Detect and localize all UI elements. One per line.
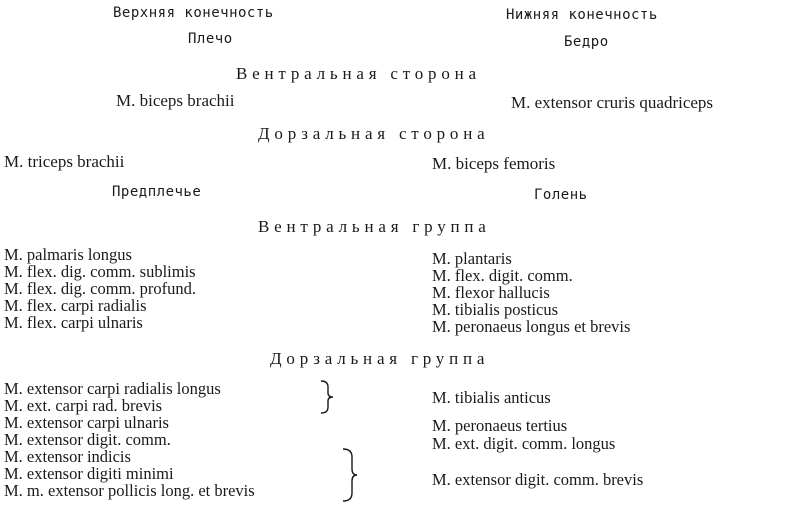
dorsal-side-heading: Дорзальная сторона (258, 124, 490, 143)
dorsal-group-heading: Дорзальная группа (270, 349, 490, 368)
list-item: M. extensor carpi ulnaris (4, 413, 169, 432)
list-item: M. flexor hallucis (432, 283, 550, 302)
list-item: M. peronaeus longus et brevis (432, 317, 631, 336)
list-item: M. extensor indicis (4, 447, 131, 466)
list-item: M. extensor digit. comm. brevis (432, 470, 644, 489)
list-item: M. ext. digit. comm. longus (432, 434, 616, 453)
list-item: M. extensor digiti minimi (4, 464, 174, 483)
list-item: M. extensor carpi radialis longus (4, 379, 221, 398)
shoulder-dorsal-muscle: M. triceps brachii (4, 152, 125, 171)
ventral-group-heading: Вентральная группа (258, 217, 491, 236)
brace-group-1-icon (318, 379, 336, 415)
shoulder-title: Плечо (188, 31, 233, 47)
brace-group-2-icon (340, 447, 360, 503)
lower-limb-title: Нижняя конечность (506, 7, 658, 23)
list-item: M. flex. dig. comm. sublimis (4, 262, 196, 281)
forearm-title: Предплечье (112, 184, 202, 200)
list-item: M. extensor digit. comm. (4, 430, 171, 449)
list-item: M. tibialis posticus (432, 300, 559, 319)
list-item: M. palmaris longus (4, 245, 132, 264)
upper-limb-title: Верхняя конечность (113, 5, 274, 21)
list-item: M. peronaeus tertius (432, 416, 568, 435)
ventral-side-heading: Вентральная сторона (236, 64, 481, 83)
thigh-title: Бедро (564, 34, 609, 50)
list-item: M. tibialis anticus (432, 388, 551, 407)
list-item: M. flex. carpi radialis (4, 296, 147, 315)
list-item: M. flex. digit. comm. (432, 266, 573, 285)
list-item: M. ext. carpi rad. brevis (4, 396, 163, 415)
list-item: M. flex. carpi ulnaris (4, 313, 143, 332)
shoulder-ventral-muscle: M. biceps brachii (116, 91, 235, 110)
thigh-dorsal-muscle: M. biceps femoris (432, 154, 556, 173)
list-item: M. m. extensor pollicis long. et brevis (4, 481, 255, 500)
thigh-ventral-muscle: M. extensor cruris quadriceps (511, 93, 714, 112)
list-item: M. plantaris (432, 249, 512, 268)
list-item: M. flex. dig. comm. profund. (4, 279, 197, 298)
shank-title: Голень (534, 187, 588, 203)
